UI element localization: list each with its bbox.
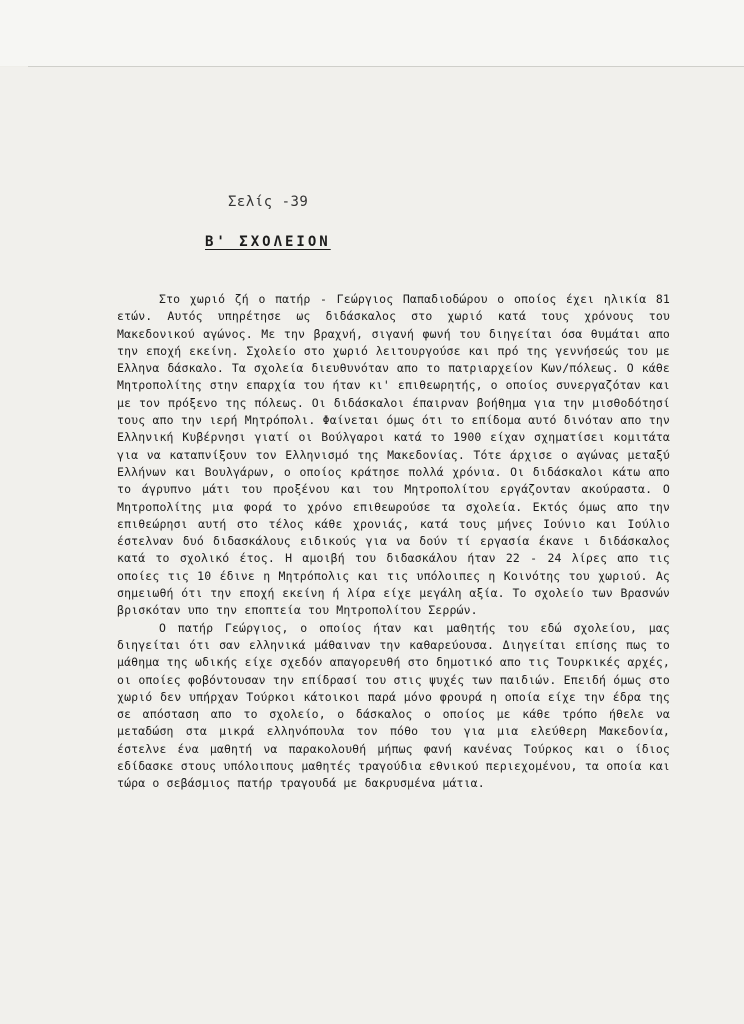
section-title: Β' ΣΧΟΛΕΙΟΝ <box>205 234 331 250</box>
scan-top-margin <box>0 0 744 66</box>
page-number: Σελίς -39 <box>228 194 309 210</box>
body-text <box>117 291 670 793</box>
paragraph-2: Ο πατήρ Γεώργιος, ο οποίος ήταν και μαθητής του εδώ σχολείου, μας διηγείται ότι σαν ελληνικά μάθαιναν την καθαρεύουσα. Διηγείται επίσης πως το μάθημα της ωδικής είχε σχεδόν απαγορευθή στο δημοτικό απο τις Τουρκικές αρχές, οι οποίες φοβόντουσαν την επίδρασί του στις ψυχές των παιδιών. Επειδή όμως στο χωριό δεν υπήρχαν Τούρκοι κάτοικοι παρά μόνο φρουρά η οποία είχε την έδρα της σε απόσταση απο το σχολείο, ο δάσκαλος ο οποίος με κάθε τρόπο ήθελε να μεταδώση στα μικρά ελληνόπουλα τον πόθο του για μια ελεύθερη Μακεδονία, έστελνε ένα μαθητή να παρακολουθή μήπως φανή κανένας Τούρκος και ο ίδιος εδίδασκε στους υπόλοιπους μαθητές τραγούδια εθνικού περιεχομένου, τα οποία και τώρα ο σεβάσμιος πατήρ τραγουδά με δακρυσμένα μάτια. <box>117 620 670 791</box>
paragraph-1: Στο χωριό ζή ο πατήρ - Γεώργιος Παπαδιοδώρου ο οποίος έχει ηλικία 81 ετών. Αυτός υπηρέτησε ως διδάσκαλος στο χωριό κατά τους χρόνους του Μακεδονικού αγώνος. Με την βραχνή, σιγανή φωνή του διηγείται όσα θυμάται απο την εποχή εκείνη. Σχολείο στο χωριό λειτουργούσε και πρό της γεννήσεώς του με Ελληνα δάσκαλο. Τα σχολεία διευθυνόταν απο το πατριαρχείον Κων/πόλεως. Ο κάθε Μητροπολίτης στην επαρχία του ήταν κι' επιθεωρητής, ο οποίος συνεργαζόταν και με τον πρόξενο της πόλεως. Οι διδάσκαλοι έπαιρναν βοήθημα για την μισθοδότησί τους απο την ιερή Μητρόπολι. Φαίνεται όμως ότι το επίδομα αυτό δινόταν απο την Ελληνική Κυβέρνησι γιατί οι Βούλγαροι κατά το 1900 είχαν σχηματίσει κομιτάτα για να καταπνίξουν τον Ελληνισμό της Μακεδονίας. Τότε άρχισε ο αγώνας μεταξύ Ελλήνων και Βουλγάρων, ο οποίος κράτησε πολλά χρόνια. Οι διδάσκαλοι κάτω απο το άγρυπνο μάτι του προξένου και του Μητροπολίτου εργάζονταν ακούραστα. Ο Μητροπολίτης μια φορά το χρόνο επιθεωρούσε τα σχολεία. Εκτός όμως απο την επιθεώρησι αυτή στο τέλος κάθε χρονιάς, κατά τους μήνες Ιούνιο και Ιούλιο έστελναν δυό διδασκάλους ειδικούς για να δούν τί εργασία έκανε ι διδάσκαλος κατά το σχολικό έτος. Η αμοιβή του διδασκάλου ήταν 22 - 24 λίρες απο τις οποίες τις 10 έδινε η Μητρόπολις και τις υπόλοιπες η Κοινότης του χωριού. Ας σημειωθή ότι την εποχή εκείνη ή λίρα είχε μεγάλη αξία. Το σχολείο των Βρασνών βρισκόταν υπο την εποπτεία του Μητροπολίτου Σερρών. <box>117 292 670 618</box>
